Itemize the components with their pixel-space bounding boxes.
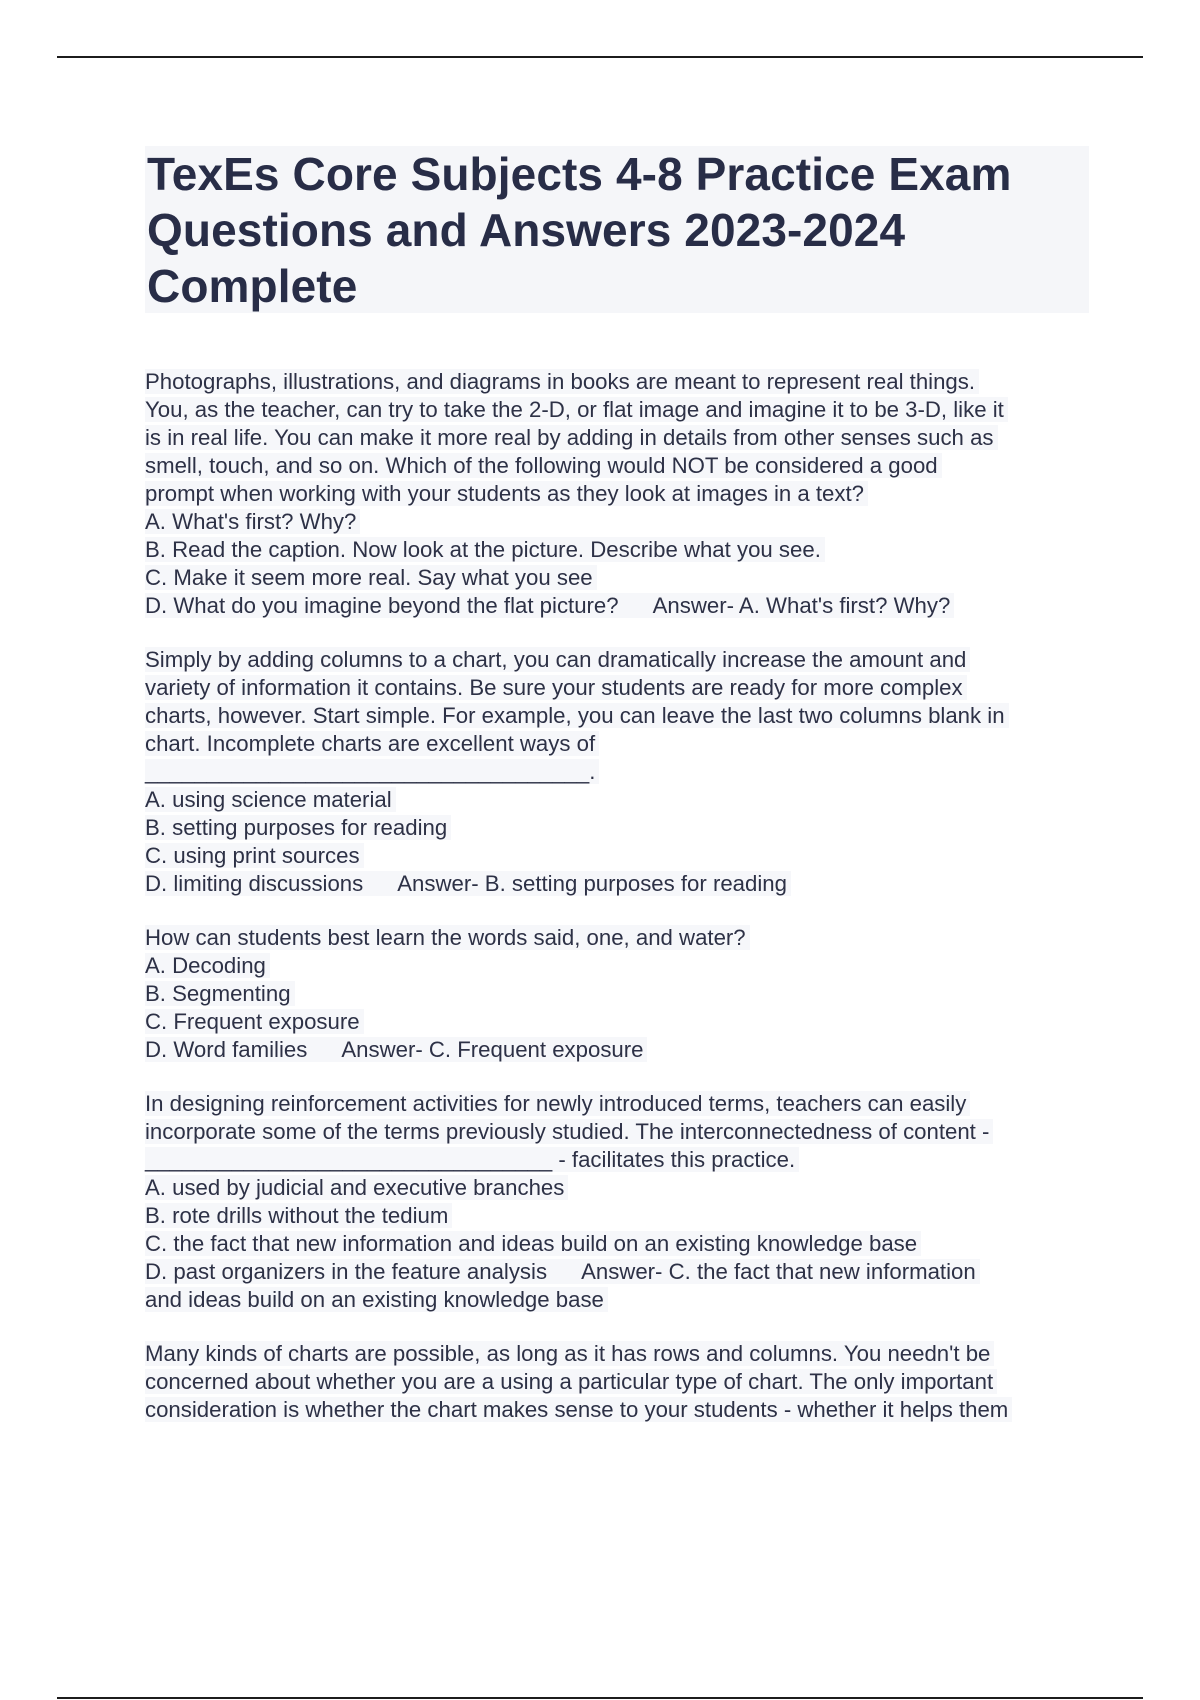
question-line-text: consideration is whether the chart makes sense to your students - whether it helps them	[145, 1397, 1012, 1422]
question-line-text: B. setting purposes for reading	[145, 815, 451, 840]
question-line	[145, 730, 1105, 758]
question-line	[145, 758, 1105, 786]
question-line-text: A. What's first? Why?	[145, 509, 360, 534]
question-line	[145, 1174, 1105, 1202]
answer-text: Answer- C. the fact that new information	[581, 1259, 976, 1284]
question-line-text: Photographs, illustrations, and diagrams in books are meant to represent real things.	[145, 369, 979, 394]
header-rule	[57, 56, 1143, 58]
answer-text: Answer- B. setting purposes for reading	[397, 871, 787, 896]
question-answer-line	[145, 592, 1105, 620]
document-title-block	[145, 146, 1089, 313]
question-line	[145, 368, 1105, 396]
question-line	[145, 1230, 1105, 1258]
question-line-text: _________________________________ - facilitates this practice.	[145, 1147, 799, 1172]
question-block	[145, 646, 1105, 898]
last-option-text: D. limiting discussions	[145, 871, 364, 896]
question-line	[145, 452, 1105, 480]
question-line-text: C. Make it seem more real. Say what you see	[145, 565, 597, 590]
last-option-text: D. What do you imagine beyond the flat picture?	[145, 593, 619, 618]
question-line	[145, 952, 1105, 980]
question-line	[145, 842, 1105, 870]
question-line-text: smell, touch, and so on. Which of the following would NOT be considered a good	[145, 453, 942, 478]
question-line-text: C. the fact that new information and ideas build on an existing knowledge base	[145, 1231, 921, 1256]
answer-continuation-text: and ideas build on an existing knowledge base	[145, 1287, 608, 1312]
question-line	[145, 702, 1105, 730]
answer-row	[145, 1259, 980, 1284]
question-answer-line	[145, 870, 1105, 898]
question-line	[145, 1202, 1105, 1230]
question-line	[145, 536, 1105, 564]
question-line-text: concerned about whether you are a using a particular type of chart. The only important	[145, 1369, 997, 1394]
answer-text: Answer- C. Frequent exposure	[341, 1037, 644, 1062]
question-line-text: In designing reinforcement activities for newly introduced terms, teachers can easily	[145, 1091, 970, 1116]
answer-continuation-line	[145, 1286, 1105, 1314]
question-line	[145, 1146, 1105, 1174]
question-line-text: How can students best learn the words said, one, and water?	[145, 925, 750, 950]
question-line	[145, 980, 1105, 1008]
question-answer-line	[145, 1258, 1105, 1286]
question-line-text: chart. Incomplete charts are excellent ways of	[145, 731, 599, 756]
question-line-text: B. Read the caption. Now look at the picture. Describe what you see.	[145, 537, 825, 562]
questions-content	[145, 368, 1105, 1450]
question-line	[145, 674, 1105, 702]
question-line-text: prompt when working with your students as they look at images in a text?	[145, 481, 868, 506]
question-line	[145, 1008, 1105, 1036]
question-line	[145, 508, 1105, 536]
question-line	[145, 1340, 1105, 1368]
title-line: Questions and Answers 2023-2024	[147, 204, 906, 256]
question-line	[145, 1090, 1105, 1118]
question-line	[145, 1368, 1105, 1396]
title-line: Complete	[147, 260, 358, 312]
question-block	[145, 924, 1105, 1064]
last-option-text: D. past organizers in the feature analysis	[145, 1259, 548, 1284]
question-answer-line	[145, 1036, 1105, 1064]
question-line-text: incorporate some of the terms previously studied. The interconnectedness of content -	[145, 1119, 993, 1144]
answer-text: Answer- A. What's first? Why?	[652, 593, 951, 618]
question-line-text: is in real life. You can make it more real by adding in details from other senses such as	[145, 425, 998, 450]
question-block	[145, 1340, 1105, 1424]
question-line	[145, 396, 1105, 424]
question-line	[145, 924, 1105, 952]
question-line-text: B. Segmenting	[145, 981, 295, 1006]
question-line	[145, 786, 1105, 814]
question-block	[145, 1090, 1105, 1314]
question-line-text: Simply by adding columns to a chart, you can dramatically increase the amount and	[145, 647, 970, 672]
question-line	[145, 564, 1105, 592]
title-line: TexEs Core Subjects 4-8 Practice Exam	[147, 148, 1012, 200]
question-block	[145, 368, 1105, 620]
answer-row	[145, 871, 791, 896]
question-line	[145, 646, 1105, 674]
footer-rule	[57, 1697, 1143, 1699]
question-line	[145, 424, 1105, 452]
answer-row	[145, 593, 954, 618]
question-line-text: ____________________________________.	[145, 759, 599, 784]
question-line	[145, 1396, 1105, 1424]
question-line-text: C. using print sources	[145, 843, 364, 868]
question-line-text: You, as the teacher, can try to take the 2-D, or flat image and imagine it to be 3-D, like it	[145, 397, 1008, 422]
question-line-text: B. rote drills without the tedium	[145, 1203, 452, 1228]
last-option-text: D. Word families	[145, 1037, 308, 1062]
question-line-text: A. Decoding	[145, 953, 270, 978]
question-line-text: A. using science material	[145, 787, 396, 812]
question-line	[145, 1118, 1105, 1146]
question-line-text: C. Frequent exposure	[145, 1009, 364, 1034]
question-line-text: charts, however. Start simple. For example, you can leave the last two columns blank in	[145, 703, 1009, 728]
question-line-text: A. used by judicial and executive branches	[145, 1175, 568, 1200]
question-line	[145, 480, 1105, 508]
answer-row	[145, 1037, 647, 1062]
document-title	[145, 146, 1089, 314]
question-line-text: Many kinds of charts are possible, as long as it has rows and columns. You needn't be	[145, 1341, 994, 1366]
question-line	[145, 814, 1105, 842]
question-line-text: variety of information it contains. Be sure your students are ready for more complex	[145, 675, 967, 700]
